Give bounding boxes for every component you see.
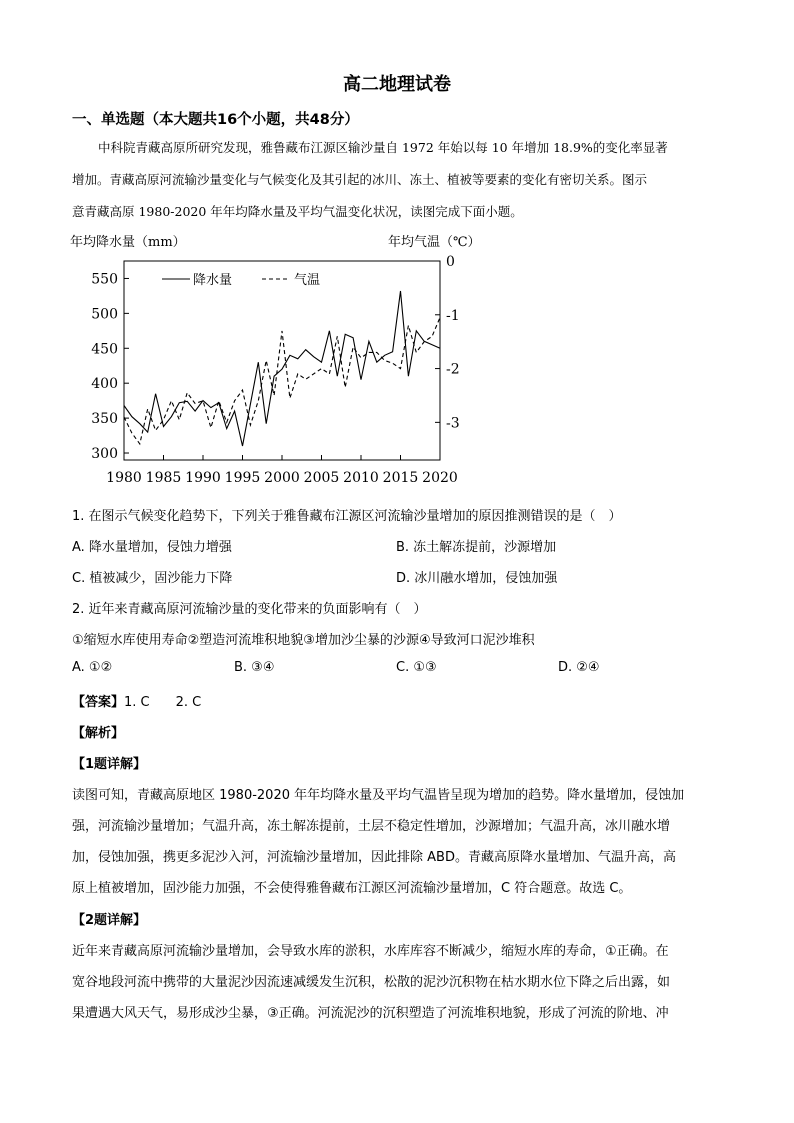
intro-line-2: 增加。青藏高原河流输沙量变化与气候变化及其引起的冰川、冻土、植被等要素的变化有密切关系。图示 [72, 172, 648, 187]
analysis-label: 【解析】 [72, 726, 125, 741]
detail-1-line-4: 原上植被增加，固沙能力加强，不会使得雅鲁藏布江源区河流输沙量增加，C 符合题意。故选 C。 [72, 881, 632, 896]
x-tick-label-7: 2015 [382, 470, 419, 486]
question-2-stem: 2. 近年来青藏高原河流输沙量的变化带来的负面影响有（ ） [72, 602, 427, 617]
answer-label: 【答案】 [72, 695, 125, 710]
right-axis-ticks [435, 254, 460, 431]
question-1-stem: 1. 在图示气候变化趋势下，下列关于雅鲁藏布江源区河流输沙量增加的原因推测错误的是（ ） [72, 509, 622, 524]
q2-option-d[interactable]: D. ②④ [558, 660, 600, 675]
detail-2-label: 【2题详解】 [72, 913, 147, 928]
left-tick-label-2: 450 [91, 341, 118, 358]
detail-2-line-1: 近年来青藏高原河流输沙量增加，会导致水库的淤积，水库库容不断减少，缩短水库的寿命，①正确。在 [72, 944, 669, 959]
x-tick-label-3: 1995 [224, 470, 261, 486]
detail-2-line-2: 宽谷地段河流中携带的大量泥沙因流速减缓发生沉积，松散的泥沙沉积物在枯水期水位下降之后出露，如 [72, 975, 671, 990]
left-tick-label-1: 500 [91, 306, 118, 323]
intro-line-1: 中科院青藏高原所研究发现，雅鲁藏布江源区输沙量自 1972 年始以每 10 年增加 18.9%的变化率显著 [98, 140, 668, 155]
x-tick-label-5: 2005 [303, 470, 340, 486]
legend [162, 272, 320, 288]
q1-option-a[interactable]: A. 降水量增加，侵蚀力增强 [72, 540, 232, 555]
detail-1-line-2: 强，河流输沙量增加；气温升高，冻土解冻提前，土层不稳定性增加，沙源增加；气温升高，冰川融水增 [72, 819, 671, 834]
right-tick-label-0: 0 [446, 254, 455, 270]
detail-2-body [72, 936, 722, 1029]
page-title: 高二地理试卷 [343, 74, 451, 95]
x-tick-label-1: 1985 [145, 470, 182, 486]
climate-chart [62, 228, 482, 494]
right-tick-label-1: -1 [446, 307, 460, 324]
x-tick-label-0: 1980 [106, 470, 142, 486]
x-tick-label-4: 2000 [264, 470, 300, 486]
section-heading: 一、单选题（本大题共16个小题，共48分） [72, 112, 359, 128]
x-tick-label-2: 1990 [185, 470, 221, 486]
q1-option-d[interactable]: D. 冰川融水增加，侵蚀加强 [396, 571, 558, 586]
q1-option-b[interactable]: B. 冻土解冻提前，沙源增加 [396, 540, 557, 555]
question-2-statements: ①缩短水库使用寿命②塑造河流堆积地貌③增加沙尘暴的沙源④导致河口泥沙堆积 [72, 633, 535, 648]
detail-2-line-3: 果遭遇大风天气，易形成沙尘暴，③正确。河流泥沙的沉积塑造了河流堆积地貌，形成了河流的阶地、冲 [72, 1006, 669, 1021]
x-tick-label-8: 2020 [422, 470, 458, 486]
q2-option-a[interactable]: A. ①② [72, 660, 113, 675]
right-axis-label: 年均气温（℃） [388, 235, 481, 250]
detail-1-label: 【1题详解】 [72, 757, 147, 772]
detail-1-line-3: 加，侵蚀加强，携更多泥沙入河，河流输沙量增加，因此排除 ABD。青藏高原降水量增加、气温升高，高 [72, 850, 676, 865]
q1-option-c[interactable]: C. 植被减少，固沙能力下降 [72, 571, 233, 586]
answer-line [72, 691, 201, 710]
left-tick-label-5: 300 [91, 446, 118, 463]
detail-1-body [72, 780, 722, 904]
left-axis-ticks [91, 271, 129, 462]
left-axis-label: 年均降水量（mm） [70, 235, 186, 250]
detail-1-line-1: 读图可知，青藏高原地区 1980-2020 年年均降水量及平均气温皆呈现为增加的趋势。降水量增加，侵蚀加 [72, 788, 685, 803]
series-line-precipitation [124, 291, 440, 446]
left-tick-label-0: 550 [91, 271, 118, 288]
legend-label-temp: 气温 [294, 273, 321, 288]
left-tick-label-4: 350 [91, 411, 118, 428]
intro-paragraph [72, 132, 722, 228]
q2-option-c[interactable]: C. ①③ [396, 660, 437, 675]
right-tick-label-2: -2 [446, 361, 460, 378]
right-tick-label-3: -3 [446, 415, 460, 432]
q2-option-b[interactable]: B. ③④ [234, 660, 275, 675]
plot-frame [124, 261, 440, 460]
series-layer [124, 291, 440, 446]
x-tick-label-6: 2010 [343, 470, 379, 486]
series-line-temperature [124, 318, 440, 444]
answer-text: 1. C 2. C [124, 695, 202, 710]
intro-line-3: 意青藏高原 1980-2020 年年均降水量及平均气温变化状况，读图完成下面小题。 [72, 204, 523, 219]
legend-label-precip: 降水量 [193, 273, 233, 288]
left-tick-label-3: 400 [91, 376, 118, 393]
